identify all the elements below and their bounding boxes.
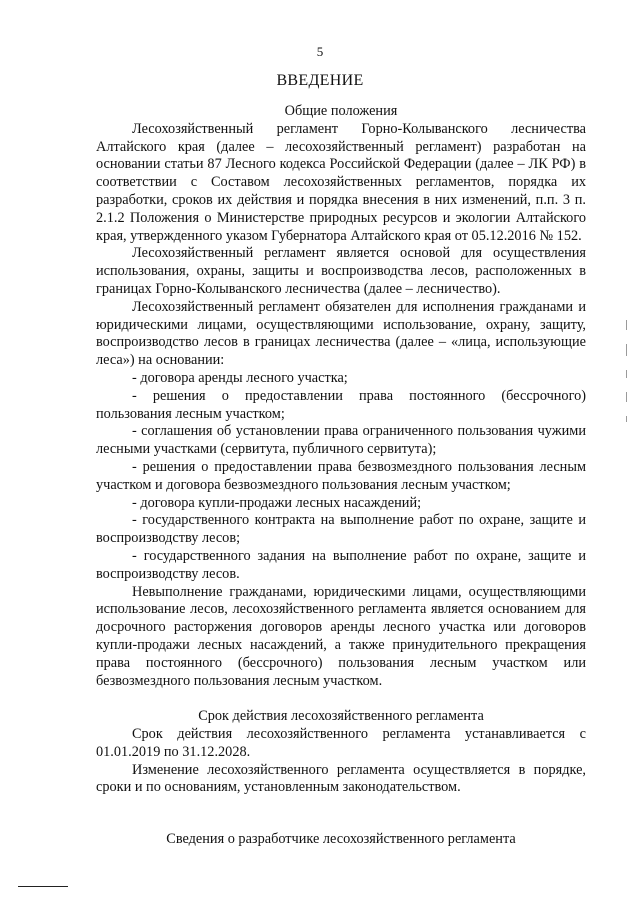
list-item: - соглашения об установлении права ограниченного пользования чужими лесными участками (сервитута, публичного сервитута);	[96, 423, 586, 458]
paragraph-term-validity: Срок действия лесохозяйственного регламента устанавливается с 01.01.2019 по 31.12.2028.	[96, 726, 586, 760]
paragraph-regulation-foundation: Лесохозяйственный регламент является основой для осуществления использования, охраны, защиты и воспроизводства лесов, расположенных в границах Горно-Колыванского лесничества (далее – лесничество).	[96, 245, 586, 297]
list-item: - договора купли-продажи лесных насаждений;	[132, 494, 422, 511]
section-heading-developer: Сведения о разработчике лесохозяйственного регламента	[166, 831, 516, 848]
section-spacer	[96, 690, 586, 708]
scan-margin-marks	[626, 320, 630, 460]
paragraph-non-compliance: Невыполнение гражданами, юридическими лицами, осуществляющими использование лесов, лесохозяйственного регламента является основанием для досрочного расторжения договоров аренды лесного участка или договоров купли-продажи лесных насаждений, а также принудительного прекращения права постоянного (бессрочного) пользования лесным участком или безвозмездного пользования лесным участком.	[96, 583, 586, 689]
basis-list	[96, 370, 586, 584]
list-item: - решения о предоставлении права постоянного (бессрочного) пользования лесным участком;	[96, 387, 586, 422]
list-item: - решения о предоставлении права безвозмездного пользования лесным участком и договора безвозмездного пользования лесным участком;	[96, 458, 586, 493]
paragraph-term-changes: Изменение лесохозяйственного регламента осуществляется в порядке, сроки и по основаниям, установленным законодательством.	[96, 761, 586, 796]
list-item: - государственного задания на выполнение работ по охране, защите и воспроизводству лесов.	[96, 547, 586, 582]
footnote-separator	[18, 886, 68, 887]
document-title: ВВЕДЕНИЕ	[276, 72, 364, 89]
paragraph-regulation-mandatory: Лесохозяйственный регламент обязателен для исполнения гражданами и юридическими лицами, осуществляющими использование, охрану, защиту, воспроизводство лесов в границах лесничества (далее – «лица, использующие леса») на основании:	[96, 298, 586, 369]
list-item: - договора аренды лесного участка;	[132, 369, 348, 386]
page-number: 5	[316, 44, 324, 59]
section-heading-general: Общие положения	[284, 103, 398, 119]
document-body	[96, 103, 586, 849]
list-item: - государственного контракта на выполнение работ по охране, защите и воспроизводству лесов;	[96, 512, 586, 547]
section-heading-term: Срок действия лесохозяйственного регламента	[198, 708, 484, 725]
section-spacer	[96, 797, 586, 831]
paragraph-regulation-basis: Лесохозяйственный регламент Горно-Колыванского лесничества Алтайского края (далее – лесохозяйственный регламент) разработан на основании статьи 87 Лесного кодекса Российской Федерации (далее – ЛК РФ) в соответствии с Составом лесохозяйственных регламентов, порядка их разработки, сроков их действия и порядка внесения в них изменений, п.п. 3 п. 2.1.2 Положения о Министерстве природных ресурсов и экологии Алтайского края, утвержденного указом Губернатора Алтайского края от 05.12.2016 № 152.	[96, 120, 586, 244]
